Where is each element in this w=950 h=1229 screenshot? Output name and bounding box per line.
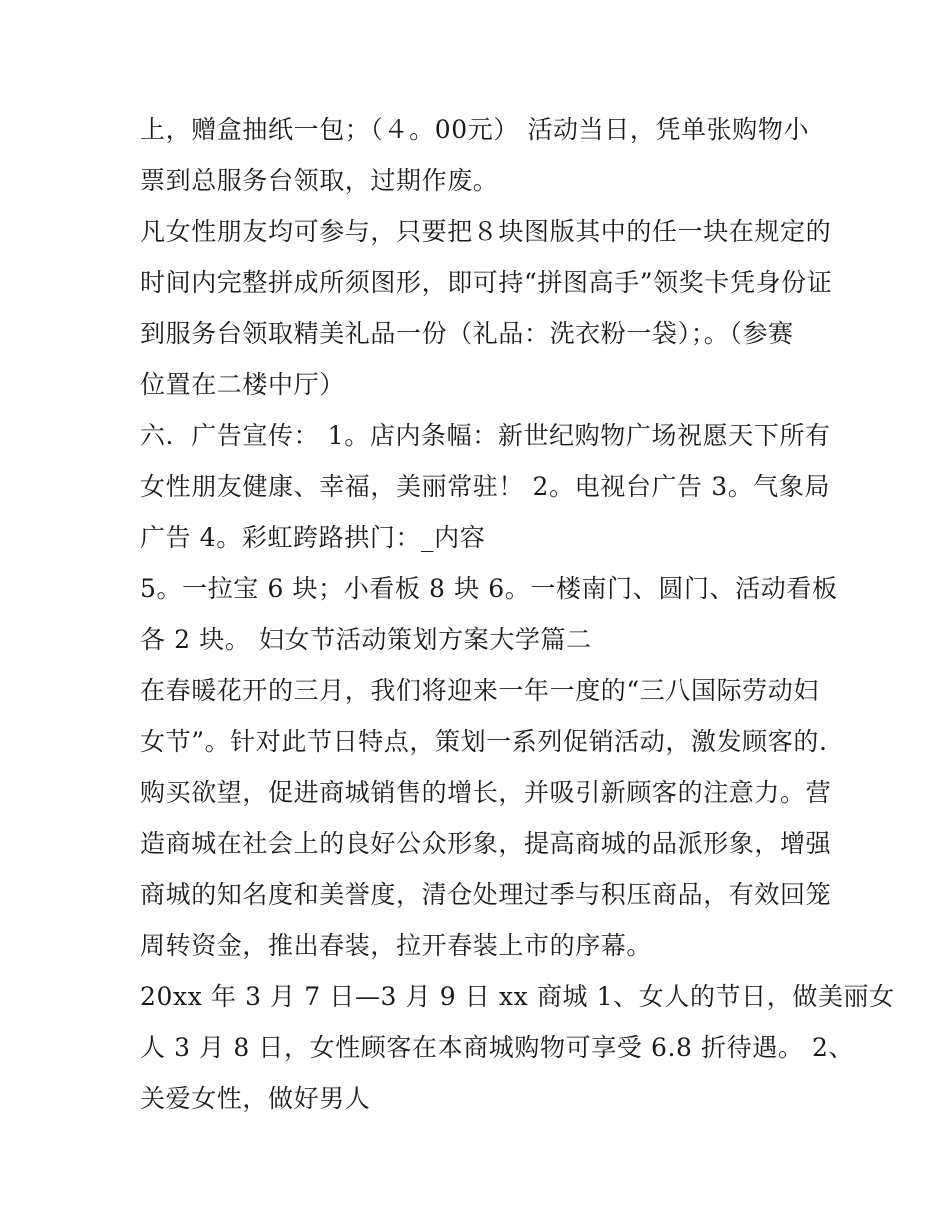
text-line: 六．广告宣传： 1。店内条幅：新世纪购物广场祝愿天下所有 [140,421,831,450]
text-line: 关爱女性，做好男人 [140,1084,371,1113]
text-line: 时间内完整拼成所须图形，即可持“拼图高手”领奖卡凭身份证 [140,268,833,297]
text-line: 女节”。针对此节日特点，策划一系列促销活动，激发顾客的. [140,727,828,756]
text-line: 5。一拉宝 6 块；小看板 8 块 6。一楼南门、圆门、活动看板 [140,574,838,603]
text-line: 女性朋友健康、幸福，美丽常驻！ 2。电视台广告 3。气象局 [140,472,831,501]
text-line: 造商城在社会上的良好公众形象，提高商城的品派形象，增强 [140,829,832,858]
text-line: 上，赠盒抽纸一包；（４。00元） 活动当日，凭单张购物小 [140,115,810,144]
text-line: 20xx 年 3 月 7 日—3 月 9 日 xx 商城 1、女人的节日，做美丽女 [140,982,895,1011]
text-line: 各 2 块。 妇女节活动策划方案大学篇二 [140,625,592,654]
body-text [140,104,895,1124]
text-line: 购买欲望，促进商城销售的增长，并吸引新顾客的注意力。营 [140,778,832,807]
text-line: 广告 4。彩虹跨路拱门：_内容 [140,523,486,552]
text-line: 票到总服务台领取，过期作废。 [140,166,499,195]
text-line: 商城的知名度和美誉度，清仓处理过季与积压商品，有效回笼 [140,880,832,909]
text-line: 凡女性朋友均可参与，只要把８块图版其中的任一块在规定的 [140,217,832,246]
text-line: 周转资金，推出春装，拉开春装上市的序幕。 [140,931,653,960]
text-line: 位置在二楼中厅） [140,370,345,399]
text-line: 在春暖花开的三月，我们将迎来一年一度的“三八国际劳动妇 [140,676,819,705]
text-line: 到服务台领取精美礼品一份（礼品：洗衣粉一袋）；。（参赛 [140,319,794,348]
text-line: 人 3 月 8 日，女性顾客在本商城购物可享受 6.8 折待遇。 2、 [140,1033,855,1062]
